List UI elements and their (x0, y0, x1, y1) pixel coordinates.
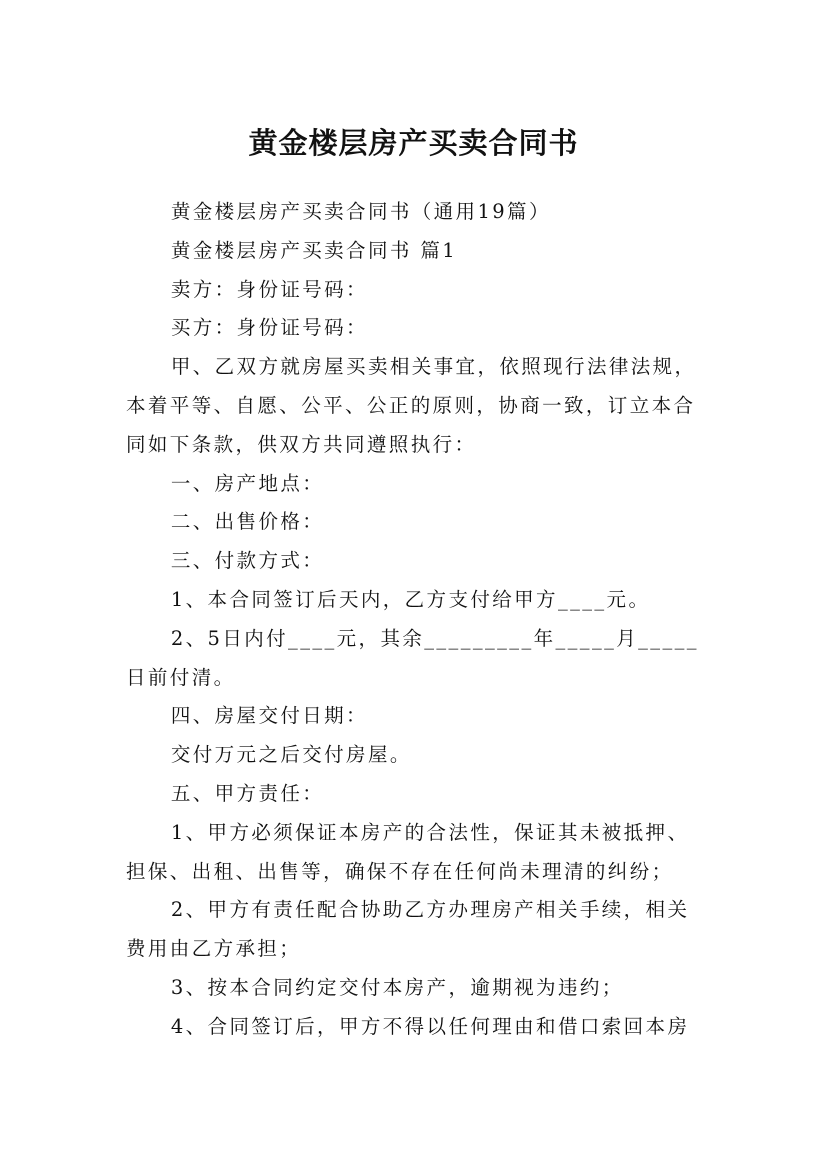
paragraph: 黄金楼层房产买卖合同书 篇1 (170, 238, 458, 262)
paragraph: 1、甲方必须保证本房产的合法性，保证其未被抵押、担保、出租、出售等，确保不存在任何尚未理清的纠纷； (126, 820, 690, 883)
paragraph: 卖方：身份证号码： (170, 277, 368, 301)
paragraph: 二、出售价格： (170, 510, 325, 534)
paragraph: 四、房屋交付日期： (170, 704, 368, 728)
paragraph: 1、本合同签订后天内，乙方支付给甲方____元。 (170, 587, 651, 611)
paragraph: 买方：身份证号码： (170, 316, 368, 340)
paragraph: 交付万元之后交付房屋。 (170, 743, 412, 767)
paragraph: 4、合同签订后，甲方不得以任何理由和借口索回本房 (170, 1014, 690, 1038)
paragraph: 一、房产地点： (170, 471, 325, 495)
paragraph: 2、5日内付____元，其余_________年_____月_____日前付清。 (126, 626, 699, 689)
paragraph: 3、按本合同约定交付本房产，逾期视为违约； (170, 975, 624, 999)
paragraph: 三、付款方式： (170, 549, 325, 573)
paragraph: 五、甲方责任： (170, 781, 325, 805)
paragraph: 甲、乙双方就房屋买卖相关事宜，依照现行法律法规，本着平等、自愿、公平、公正的原则，协商一致，订立本合同如下条款，供双方共同遵照执行： (126, 355, 697, 456)
paragraph: 2、甲方有责任配合协助乙方办理房产相关手续，相关费用由乙方承担； (126, 898, 690, 961)
document-body (126, 193, 706, 1047)
document-title: 黄金楼层房产买卖合同书 (248, 126, 579, 161)
paragraph: 黄金楼层房产买卖合同书（通用19篇） (170, 200, 551, 223)
